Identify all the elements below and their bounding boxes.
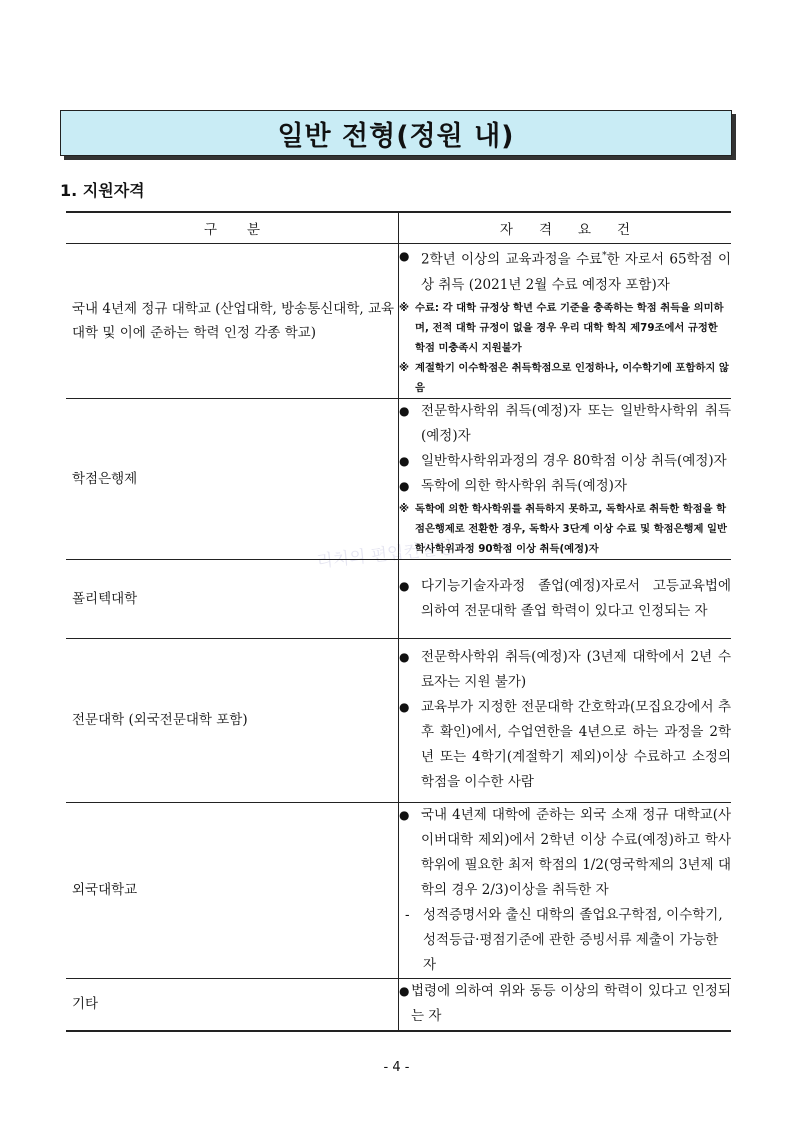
row-requirement (399, 802, 732, 978)
table-row (66, 244, 731, 399)
bullet-text: 전문학사학위 취득(예정)자 또는 일반학사학위 취득(예정)자 (421, 402, 731, 444)
watermark: 리치의 편입컨설팅 (315, 537, 454, 573)
row-requirement (399, 559, 732, 638)
list-item (399, 803, 731, 903)
note-icon: ※ (399, 361, 410, 374)
row-category: 전문대학 (외국전문대학 포함) (66, 638, 399, 802)
footnote-mark: * (602, 251, 607, 261)
row-requirement (399, 978, 732, 1031)
note-item (399, 298, 731, 358)
table-header-row (66, 212, 731, 244)
bullet-icon: ● (399, 403, 410, 418)
table-row (66, 559, 731, 638)
bullet-text: 국내 4년제 대학에 준하는 외국 소재 정규 대학교(사이버대학 제외)에서 2학년 이상 수료(예정)하고 학사학위에 필요한 최저 학점의 1/2(영국학제의 3년제 대학의 경우 2/3)이상을 취득한 자 (421, 806, 731, 898)
row-category: 국내 4년제 정규 대학교 (산업대학, 방송통신대학, 교육대학 및 이에 준하는 학력 인정 각종 학교) (66, 244, 399, 399)
row-requirement (399, 244, 732, 399)
list-item (399, 449, 731, 474)
dash-item (399, 903, 731, 978)
bullet-text: 교육부가 지정한 전문대학 간호학과(모집요강에서 추후 확인)에서, 수업연한을 4년으로 하는 과정을 2학년 또는 4학기(계절학기 제외)이상 수료하고 소정의 학점을 이수한 사람 (421, 699, 731, 790)
bullet-text: 독학에 의한 학사학위 취득(예정)자 (421, 477, 627, 494)
note-text: 수료: 각 대학 규정상 학년 수료 기준을 충족하는 학점 취득을 의미하며, 전적 대학 규정이 없을 경우 우리 대학 학칙 제79조에서 규정한 학점 미충족시 지원불가 (415, 301, 724, 354)
bullet-icon: ● (399, 700, 410, 714)
section-heading: 1. 지원자격 (60, 181, 145, 200)
note-text: 계절학기 이수학점은 취득학점으로 인정하나, 이수학기에 포함하지 않음 (415, 361, 729, 394)
dash-icon: - (405, 906, 410, 923)
dash-text: 성적증명서와 출신 대학의 졸업요구학점, 이수학기, 성적등급·평점기준에 관한 증빙서류 제출이 가능한 자 (423, 906, 723, 973)
list-item (399, 474, 731, 499)
page-title: 일반 전형(정원 내) (277, 120, 515, 152)
note-item (399, 499, 731, 559)
qualification-table (66, 211, 731, 1032)
row-category: 학점은행제 (66, 398, 399, 559)
list-item (399, 695, 731, 795)
table-row (66, 398, 731, 559)
list-item (399, 574, 731, 624)
bullet-icon: ● (399, 650, 410, 664)
note-text: 독학에 의한 학사학위를 취득하지 못하고, 독학사로 취득한 학점을 학점은행제로 전환한 경우, 독학사 3단계 이상 수료 및 학점은행제 일반학사학위과정 90학점 이상 취득(예정)자 (415, 502, 727, 555)
header-category: 구분 (66, 212, 399, 244)
row-category: 폴리텍대학 (66, 559, 399, 638)
bullet-icon: ● (399, 249, 410, 263)
bullet-text: 전문학사학위 취득(예정)자 (3년제 대학에서 2년 수료자는 지원 불가) (421, 649, 731, 690)
bullet-icon: ● (399, 984, 410, 999)
table-row (66, 802, 731, 978)
bullet-icon: ● (399, 578, 410, 593)
bullet-text: 법령에 의하여 위와 동등 이상의 학력이 있다고 인정되는 자 (411, 983, 731, 1025)
table-row (66, 978, 731, 1031)
row-category: 외국대학교 (66, 802, 399, 978)
bullet-text: 한 자로서 65학점 이상 취득 (2021년 2월 수료 예정자 포함)자 (421, 251, 731, 293)
list-item (399, 645, 731, 695)
note-icon: ※ (399, 301, 410, 314)
note-item (399, 358, 731, 398)
bullet-icon: ● (399, 807, 410, 822)
list-item (399, 399, 731, 449)
table-row (66, 638, 731, 802)
header-requirement: 자격요건 (399, 212, 732, 244)
bullet-text: 일반학사학위과정의 경우 80학점 이상 취득(예정)자 (421, 452, 727, 469)
row-requirement (399, 638, 732, 802)
note-icon: ※ (399, 502, 410, 515)
bullet-text: 2학년 이상의 교육과정을 수료 (421, 251, 603, 268)
bullet-text: 다기능기술자과정 졸업(예정)자로서 고등교육법에 의하여 전문대학 졸업 학력이 있다고 인정되는 자 (421, 577, 731, 619)
bullet-icon: ● (399, 453, 410, 468)
bullet-icon: ● (399, 478, 410, 493)
list-item (399, 244, 731, 298)
page-title-box (60, 110, 732, 156)
row-requirement (399, 398, 732, 559)
page-number: - 4 - (383, 1060, 410, 1075)
row-category: 기타 (66, 978, 399, 1031)
list-item (399, 979, 731, 1029)
